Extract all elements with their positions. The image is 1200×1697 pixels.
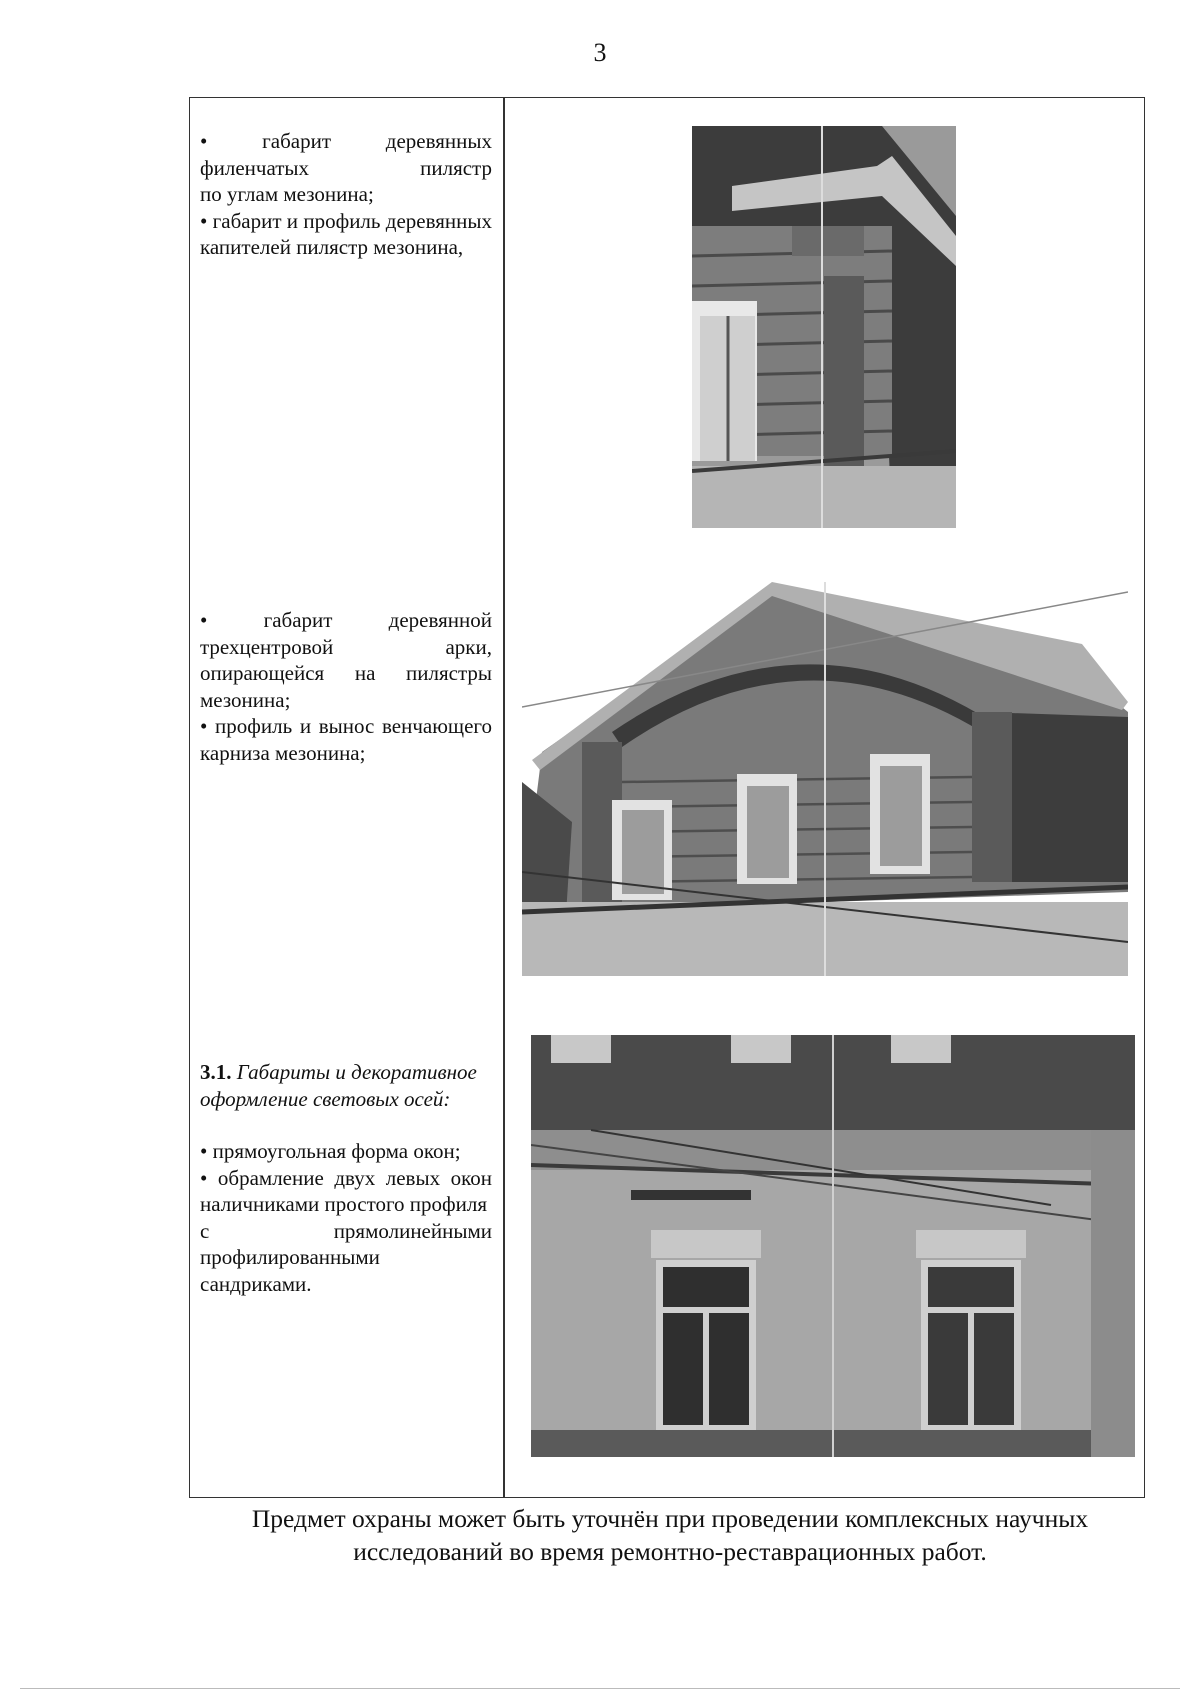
page-number: 3	[593, 38, 607, 67]
photo-mezzanine-gable	[522, 582, 1128, 976]
row-3-text	[200, 1059, 492, 1297]
row-2-text	[200, 607, 492, 766]
bottom-rule	[20, 1688, 1180, 1689]
photo-facade-windows	[531, 1035, 1135, 1457]
row-1-text	[200, 128, 492, 261]
row-2-item-1: • габарит деревянной трехцентровой арки, опирающейся на пилястры мезонина;	[200, 608, 492, 712]
row-3-item-2: • обрамление двух левых окон наличниками простого профиля	[200, 1165, 492, 1216]
section-heading-text: Габариты и декоративное оформление световых осей:	[200, 1060, 477, 1111]
section-heading	[200, 1059, 492, 1112]
row-2-item-2: • профиль и вынос венчающего карниза мезонина;	[200, 714, 493, 765]
row-1-item-1: • габарит деревянных филенчатых пилястр	[200, 129, 492, 180]
row-3-item-3: с прямолинейными профилированными сандриками.	[200, 1218, 492, 1296]
photo-mezzanine-corner	[692, 126, 956, 528]
column-divider	[503, 97, 505, 1498]
section-heading-number: 3.1.	[200, 1060, 232, 1084]
footer-note: Предмет охраны может быть уточнён при проведении комплексных научных исследований во время ремонтно-реставрационных работ.	[251, 1504, 1089, 1566]
row-3-item-1: • прямоугольная форма окон;	[200, 1139, 461, 1163]
row-1-item-3: • габарит и профиль деревянных капителей пилястр мезонина,	[200, 208, 492, 259]
row-1-item-2: по углам мезонина;	[200, 182, 374, 206]
